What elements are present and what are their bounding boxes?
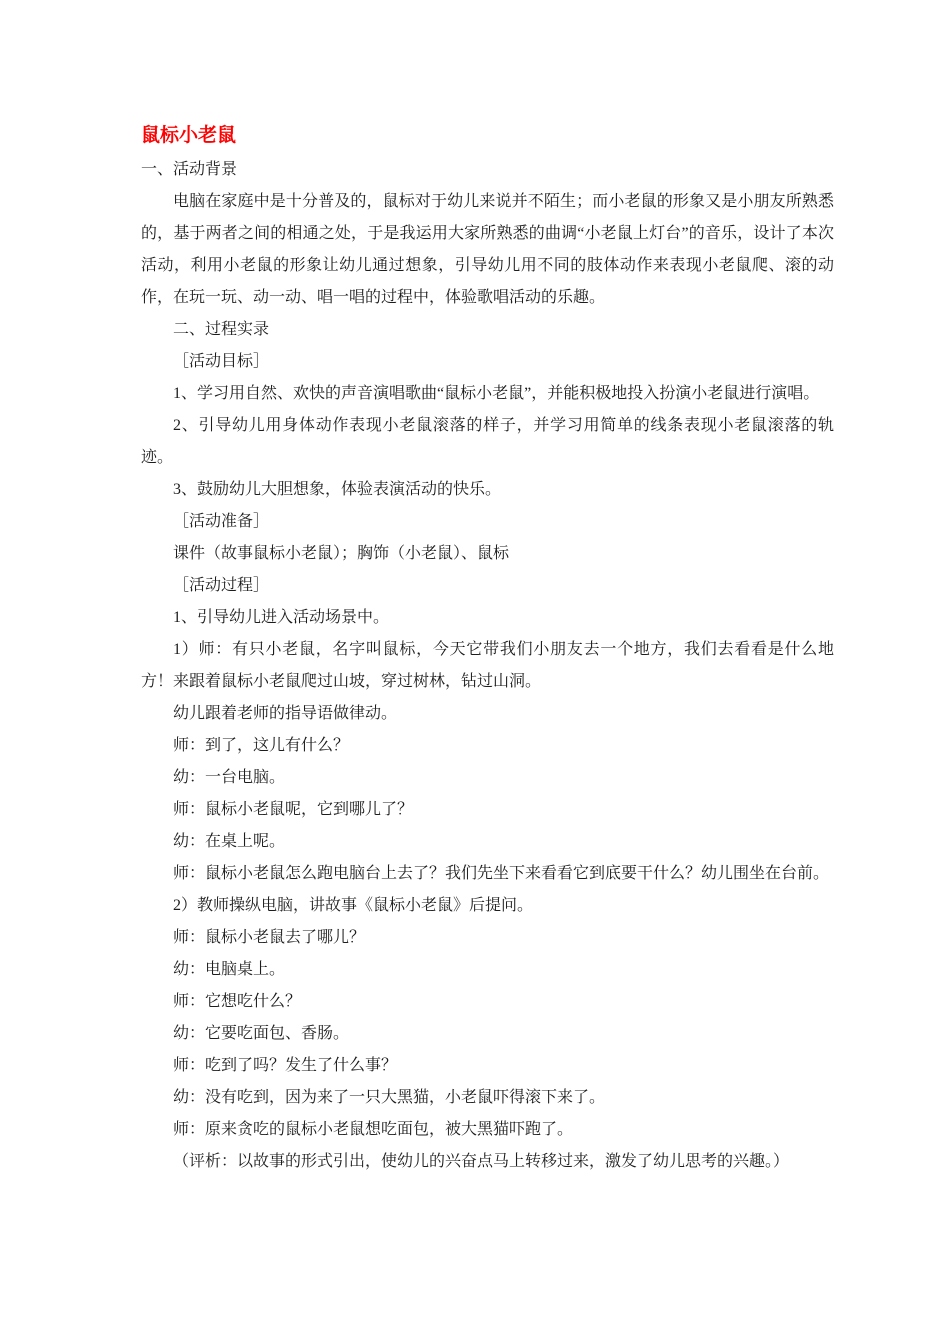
paragraph: 课件（故事鼠标小老鼠）；胸饰（小老鼠）、鼠标 [173, 545, 510, 562]
paragraph: 1、学习用自然、欢快的声音演唱歌曲“鼠标小老鼠”，并能积极地投入扮演小老鼠进行演唱。 [173, 385, 820, 402]
paragraph: 2、引导幼儿用身体动作表现小老鼠滚落的样子，并学习用简单的线条表现小老鼠滚落的轨迹。 [141, 417, 834, 466]
paragraph: 1）师：有只小老鼠，名字叫鼠标，今天它带我们小朋友去一个地方，我们去看看是什么地方！来跟着鼠标小老鼠爬过山坡，穿过树林，钻过山洞。 [141, 641, 834, 690]
paragraph: （评析：以故事的形式引出，使幼儿的兴奋点马上转移过来，激发了幼儿思考的兴趣。） [173, 1153, 790, 1170]
paragraph: 3、鼓励幼儿大胆想象，体验表演活动的快乐。 [173, 481, 502, 498]
paragraph: 幼：它要吃面包、香肠。 [173, 1025, 350, 1042]
paragraph: 师：它想吃什么？ [173, 993, 302, 1010]
paragraph: 幼：一台电脑。 [173, 769, 286, 786]
document-title: 鼠标小老鼠 [141, 125, 237, 146]
paragraph: 1、引导幼儿进入活动场景中。 [173, 609, 390, 626]
paragraph: 一、活动背景 [141, 161, 238, 178]
paragraph: 师：原来贪吃的鼠标小老鼠想吃面包，被大黑猫吓跑了。 [173, 1121, 574, 1138]
paragraph: 师：鼠标小老鼠去了哪儿？ [173, 929, 366, 946]
paragraph: ［活动目标］ [173, 353, 270, 370]
paragraph: 幼：在桌上呢。 [173, 833, 286, 850]
paragraph: ［活动过程］ [173, 577, 270, 594]
paragraph: 师：鼠标小老鼠呢，它到哪儿了？ [173, 801, 414, 818]
paragraph: 师：吃到了吗？发生了什么事？ [173, 1057, 398, 1074]
paragraph: ［活动准备］ [173, 513, 270, 530]
document-body [141, 154, 834, 1178]
paragraph: 二、过程实录 [173, 321, 270, 338]
paragraph: 电脑在家庭中是十分普及的，鼠标对于幼儿来说并不陌生；而小老鼠的形象又是小朋友所熟悉的，基于两者之间的相通之处，于是我运用大家所熟悉的曲调“小老鼠上灯台”的音乐，设计了本次活动，利用小老鼠的形象让幼儿通过想象，引导幼儿用不同的肢体动作来表现小老鼠爬、滚的动作，在玩一玩、动一动、唱一唱的过程中，体验歌唱活动的乐趣。 [141, 193, 834, 306]
paragraph: 2）教师操纵电脑，讲故事《鼠标小老鼠》后提问。 [173, 897, 534, 914]
paragraph: 幼：没有吃到，因为来了一只大黑猫，小老鼠吓得滚下来了。 [173, 1089, 606, 1106]
paragraph: 师：到了，这儿有什么？ [173, 737, 350, 754]
paragraph: 师：鼠标小老鼠怎么跑电脑台上去了？我们先坐下来看看它到底要干什么？幼儿围坐在台前。 [173, 865, 830, 882]
paragraph: 幼：电脑桌上。 [173, 961, 286, 978]
paragraph: 幼儿跟着老师的指导语做律动。 [173, 705, 398, 722]
